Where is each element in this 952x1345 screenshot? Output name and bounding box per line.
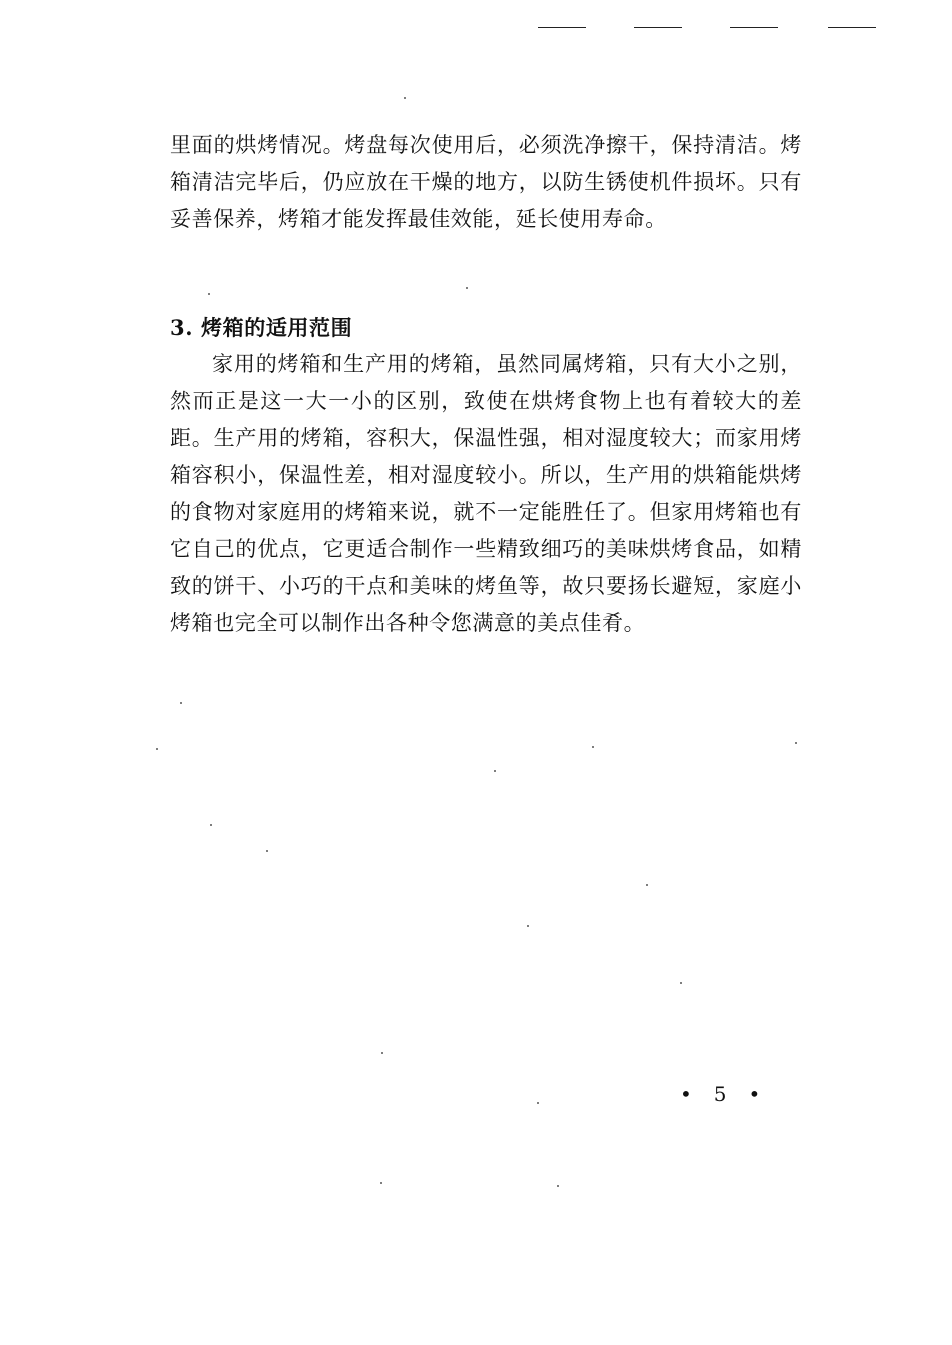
scan-speck <box>266 850 268 852</box>
scan-speck <box>210 824 212 826</box>
paragraph-section-body: 家用的烤箱和生产用的烤箱，虽然同属烤箱，只有大小之别，然而正是这一大一小的区别，致使在烘烤食物上也有着较大的差距。生产用的烤箱，容积大，保温性强，相对湿度较大；而家用烤箱容积小，保温性差，相对湿度较小。所以，生产用的烘箱能烘烤的食物对家庭用的烤箱来说，就不一定能胜任了。但家用烤箱也有它自己的优点，它更适合制作一些精致细巧的美味烘烤食品，如精致的饼干、小巧的干点和美味的烤鱼等，故只要扬长避短，家庭小烤箱也完全可以制作出各种令您满意的美点佳肴。 <box>170 352 802 635</box>
section-heading: 3. 烤箱的适用范围 <box>170 315 353 340</box>
scan-speck <box>795 742 797 744</box>
header-rule-4 <box>828 27 876 28</box>
scan-speck <box>592 746 594 748</box>
header-rule-2 <box>634 27 682 28</box>
scan-speck <box>557 1185 559 1187</box>
body-text-top <box>170 127 802 238</box>
scan-speck <box>466 287 468 289</box>
scan-speck <box>208 293 210 295</box>
header-rule-3 <box>730 27 778 28</box>
scan-speck <box>527 925 529 927</box>
scan-speck <box>380 1182 382 1184</box>
scan-speck <box>537 1102 539 1104</box>
page-number-bullet-left: • <box>680 1082 692 1106</box>
body-text-section <box>170 346 802 642</box>
page-number-bullet-right: • <box>748 1082 761 1106</box>
scan-speck <box>680 982 682 984</box>
scan-speck <box>180 702 182 704</box>
scan-speck <box>156 748 158 750</box>
scan-speck <box>381 1052 383 1054</box>
page-number: 5 <box>713 1082 727 1106</box>
paragraph-continued: 里面的烘烤情况。烤盘每次使用后，必须洗净擦干，保持清洁。烤箱清洁完毕后，仍应放在干燥的地方，以防生锈使机件损坏。只有妥善保养，烤箱才能发挥最佳效能，延长使用寿命。 <box>170 133 802 231</box>
page-footer <box>680 1078 760 1110</box>
scan-speck <box>494 770 496 772</box>
scan-speck <box>404 97 406 99</box>
header-rule-1 <box>538 27 586 28</box>
scan-speck <box>646 884 648 886</box>
